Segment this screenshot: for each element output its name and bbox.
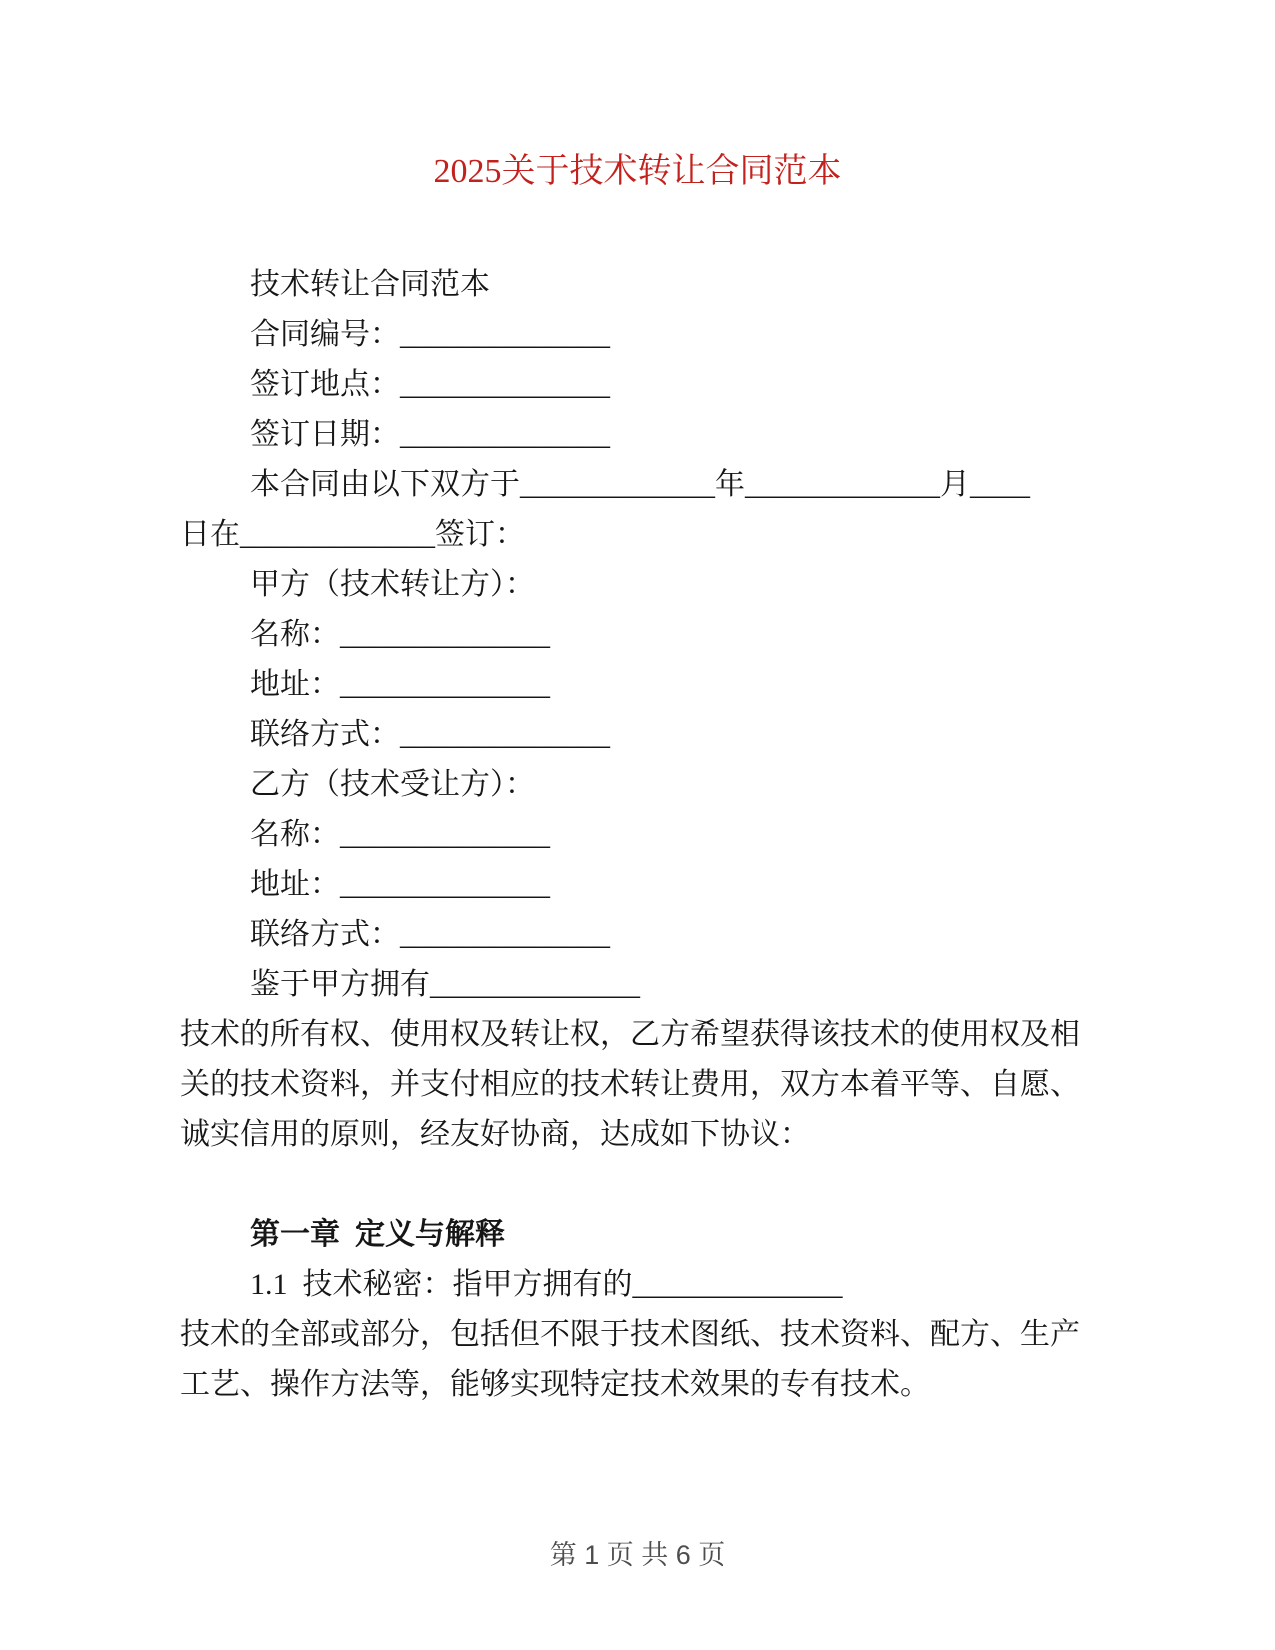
field-signing-place: 签订地点：______________ bbox=[250, 368, 610, 401]
party-b-address-field: 地址：______________ bbox=[250, 868, 550, 901]
party-b-name-field: 名称：______________ bbox=[250, 818, 550, 851]
whereas-clause-cont-3: 诚实信用的原则，经友好协商，达成如下协议： bbox=[180, 1118, 810, 1151]
party-b-contact-field: 联络方式：______________ bbox=[250, 918, 610, 951]
parties-intro-line: 本合同由以下双方于_____________年_____________月____ bbox=[250, 468, 1030, 501]
party-a-contact-field: 联络方式：______________ bbox=[250, 718, 610, 751]
contract-document-page bbox=[180, 150, 1095, 1410]
whereas-clause-cont-2: 关的技术资料，并支付相应的技术转让费用，双方本着平等、自愿、 bbox=[180, 1068, 1080, 1101]
document-title: 2025关于技术转让合同范本 bbox=[433, 153, 842, 190]
party-b-heading: 乙方（技术受让方）： bbox=[250, 768, 535, 801]
party-a-address-field: 地址：______________ bbox=[250, 668, 550, 701]
clause-1-1-cont-1: 技术的全部或部分，包括但不限于技术图纸、技术资料、配方、生产 bbox=[180, 1318, 1080, 1351]
clause-1-1-cont-2: 工艺、操作方法等，能够实现特定技术效果的专有技术。 bbox=[180, 1368, 930, 1401]
parties-intro-cont: 日在_____________签订： bbox=[180, 518, 525, 551]
blank-line bbox=[180, 1160, 1095, 1210]
page-number-footer: 第 1 页 共 6 页 bbox=[549, 1540, 726, 1570]
whereas-clause: 鉴于甲方拥有______________ bbox=[250, 968, 640, 1001]
clause-1-1: 1.1 技术秘密：指甲方拥有的______________ bbox=[250, 1268, 843, 1301]
party-a-heading: 甲方（技术转让方）： bbox=[250, 568, 535, 601]
whereas-clause-cont-1: 技术的所有权、使用权及转让权，乙方希望获得该技术的使用权及相 bbox=[180, 1018, 1080, 1051]
doc-subtitle: 技术转让合同范本 bbox=[250, 268, 490, 301]
field-contract-number: 合同编号：______________ bbox=[250, 318, 610, 351]
chapter-1-heading: 第一章 定义与解释 bbox=[250, 1218, 505, 1251]
party-a-name-field: 名称：______________ bbox=[250, 618, 550, 651]
field-signing-date: 签订日期：______________ bbox=[250, 418, 610, 451]
